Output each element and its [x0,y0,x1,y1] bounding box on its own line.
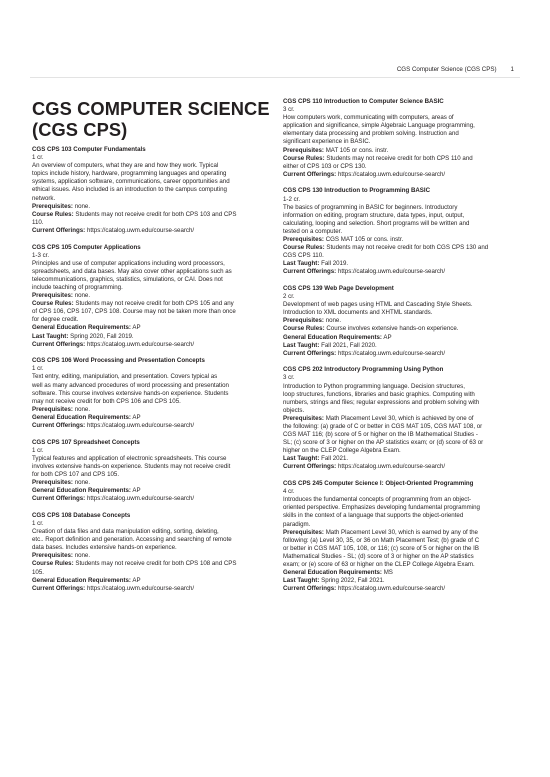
course-title: CGS CPS 130 Introduction to Programming BASIC [283,187,431,195]
course-credits: 1-2 cr. [283,195,301,203]
current-offerings-line [283,268,525,276]
course-entry [32,146,274,235]
course-description-line: objects. [283,406,305,414]
current-offerings-line [32,341,274,349]
prerequisites-line [32,292,274,300]
course-description-line: Introduction to Python programming language. Decision structures, [283,382,465,390]
current-offerings-text: https://catalog.uwm.edu/course-search/ [337,268,446,276]
course-description-line: How computers work, communicating with computers, areas of [283,114,454,122]
last-taught-label: Last Taught: [283,260,320,268]
course-rules-text: Students may not receive credit for both CPS 108 and CPS [75,560,237,568]
gen-ed-requirements-label: General Education Requirements: [32,324,131,332]
prerequisites-line [283,439,525,447]
course-rules-line [283,325,525,333]
prerequisites-line [283,423,525,431]
course-entry [32,439,274,504]
prerequisites-line [283,545,525,553]
course-entry [283,480,525,593]
course-rules-line [32,308,274,316]
prerequisites-text: higher on the CLEP College Algebra Exam. [283,447,401,455]
course-rules-line [32,219,274,227]
prerequisites-label: Prerequisites: [32,292,73,300]
course-description-line: network. [32,194,56,202]
course-rules-label: Course Rules: [283,154,325,162]
last-taught-label: Last Taught: [283,577,320,585]
prerequisites-text: none. [74,202,91,210]
course-description-line: elementary data processing and problem solving. Instruction and [283,130,459,138]
prerequisites-line [283,147,525,155]
prerequisites-text: CGS MAT 116; (b) score of 5 or higher on the IB Mathematical Studies - [283,431,478,439]
course-description-line: oriented perspective. Emphasizes developing fundamental programming [283,504,480,512]
current-offerings-label: Current Offerings: [283,268,337,276]
course-credits: 1 cr. [32,154,44,162]
course-rules-text: Students may not receive credit for both CPS 103 and CPS [75,210,237,218]
course-entry [283,366,525,471]
prerequisites-line [283,561,525,569]
course-title: CGS CPS 110 Introduction to Computer Science BASIC [283,98,444,105]
course-rules-line [32,560,274,568]
course-description-line: include teaching of programming. [32,284,123,291]
last-taught-text: Fall 2021, Fall 2020. [321,341,377,349]
current-offerings-label: Current Offerings: [32,340,86,348]
current-offerings-text: https://catalog.uwm.edu/course-search/ [86,422,195,429]
course-entry [283,187,525,276]
course-rules-text: Students may not receive credit for both CPS 105 and any [75,300,234,308]
gen-ed-requirements-line [32,414,274,422]
current-offerings-label: Current Offerings: [32,495,86,503]
course-rules-line [32,316,274,324]
prerequisites-label: Prerequisites: [32,405,73,413]
running-header [397,66,514,73]
prerequisites-line [283,431,525,439]
course-entry [283,285,525,358]
course-description-line: Creation of data files and data manipulation editing, sorting, deleting, [32,528,219,536]
course-credits: 1 cr. [32,446,44,454]
current-offerings-line [283,585,525,593]
document-title [32,98,274,140]
prerequisites-line [283,317,525,325]
prerequisites-text: Math Placement Level 30, which is achieved by one of [325,414,474,422]
course-rules-text: either of CPS 103 or CPS 130. [283,162,367,170]
course-credits: 3 cr. [283,374,295,382]
course-rules-line [32,211,274,219]
prerequisites-label: Prerequisites: [283,528,324,536]
right-column [283,98,525,602]
gen-ed-requirements-text: AP [132,576,141,584]
prerequisites-text: Mathematical Studies - SL; (d) score of 3 or higher on the AP statistics [283,552,474,560]
prerequisites-text: none. [74,292,91,300]
page-number: 1 [510,66,514,73]
course-description-line: Principles and use of computer applications including word processors, [32,259,225,267]
prerequisites-line [32,552,274,560]
gen-ed-requirements-line [32,487,274,495]
course-description-line: paradigm. [283,520,311,528]
last-taught-line [283,260,525,268]
gen-ed-requirements-text: AP [132,324,141,332]
course-description-line: The basics of programming in BASIC for beginners. Introductory [283,203,458,211]
current-offerings-label: Current Offerings: [32,226,86,234]
current-offerings-text: https://catalog.uwm.edu/course-search/ [337,349,446,357]
prerequisites-label: Prerequisites: [32,479,73,487]
current-offerings-line [32,585,274,593]
course-credits: 4 cr. [283,488,295,496]
course-description-line: well as many advanced procedures of word processing and presentation [32,381,229,389]
course-description-line: may not receive credit for both CPS 106 and CPS 105. [32,397,181,405]
prerequisites-text: Math Placement Level 30, which is earned by any of the [325,528,478,536]
course-rules-text: CGS CPS 110. [283,252,324,260]
course-description-line: systems, application software, communications, career opportunities and [32,178,230,186]
current-offerings-text: https://catalog.uwm.edu/course-search/ [86,584,195,592]
course-title: CGS CPS 106 Word Processing and Presentation Concepts [32,357,205,365]
prerequisites-line [32,406,274,414]
current-offerings-line [32,495,274,503]
current-offerings-label: Current Offerings: [283,463,337,471]
current-offerings-text: https://catalog.uwm.edu/course-search/ [337,170,446,178]
prerequisites-text: none. [74,479,91,487]
course-description-line: etc.. Report definition and generation. Accessing and searching of remote [32,536,232,544]
current-offerings-line [283,350,525,358]
course-title: CGS CPS 107 Spreadsheet Concepts [32,438,140,446]
course-description-line: ethical issues. Also included is an introduction to the campus computing [32,186,227,194]
last-taught-line [283,455,525,463]
course-credits: 3 cr. [283,106,295,114]
course-rules-line [283,155,525,163]
course-rules-text: Students may not receive credit for both CGS CPS 130 and [326,244,489,252]
prerequisites-text: the following: (a) grade of C or better in CGS MAT 105, CGS MAT 108, or [283,422,483,430]
course-entry [32,357,274,430]
course-rules-line [32,300,274,308]
course-description-line: numbers, strings and files; regular expressions and problem solving with [283,398,480,406]
current-offerings-label: Current Offerings: [283,585,337,593]
gen-ed-requirements-text: AP [132,487,141,495]
course-description-line: application and significance, simple Algebraic Language programming, [283,122,475,130]
document-title-line: CGS COMPUTER SCIENCE [32,98,270,119]
prerequisites-line [283,447,525,455]
gen-ed-requirements-text: MS [383,569,393,577]
course-description-line: involves extensive hands-on experience. Students may not receive credit [32,462,231,470]
prerequisites-text: exam; or (e) score of 63 or higher on the CLEP College Algebra Exam. [283,560,475,568]
current-offerings-label: Current Offerings: [283,349,337,357]
prerequisites-label: Prerequisites: [283,414,324,422]
course-description-line: Typical features and application of electronic spreadsheets. This course [32,454,227,462]
course-description-line: topics include history, hardware, programming languages and operating [32,170,227,178]
course-credits: 1 cr. [32,519,44,527]
prerequisites-label: Prerequisites: [283,317,324,325]
current-offerings-text: https://catalog.uwm.edu/course-search/ [86,495,195,503]
prerequisites-line [283,553,525,561]
current-offerings-line [283,463,525,471]
course-entry [32,244,274,349]
gen-ed-requirements-line [32,577,274,585]
gen-ed-requirements-label: General Education Requirements: [283,569,382,577]
course-rules-label: Course Rules: [32,560,74,568]
left-column [32,98,274,601]
current-offerings-label: Current Offerings: [283,170,337,178]
prerequisites-line [283,415,525,423]
prerequisites-text: none. [74,405,91,413]
course-description-line: for both CPS 107 and CPS 105. [32,470,120,478]
last-taught-text: Fall 2019. [321,260,349,268]
gen-ed-requirements-line [283,569,525,577]
course-description-line: software. This course involves extensive hands-on experience. Students [32,389,229,397]
prerequisites-text: following: (a) Level 30, 35, or 36 on Math Placement Test; (b) grade of C [283,536,480,544]
current-offerings-line [32,227,274,235]
course-title: CGS CPS 105 Computer Applications [32,243,141,251]
course-rules-line [283,252,525,260]
prerequisites-line [283,529,525,537]
last-taught-label: Last Taught: [283,341,320,349]
last-taught-label: Last Taught: [32,332,69,340]
gen-ed-requirements-line [32,324,274,332]
gen-ed-requirements-text: AP [383,333,392,341]
course-description-line: skills in the context of a language that supports the object-oriented [283,512,464,520]
current-offerings-text: https://catalog.uwm.edu/course-search/ [337,463,446,471]
course-list-left [32,146,274,593]
course-rules-text: of CPS 106, CPS 107, CPS 108. Course may not be taken more than once [32,308,236,316]
current-offerings-line [283,171,525,179]
course-credits: 1 cr. [32,365,44,373]
prerequisites-label: Prerequisites: [283,146,324,154]
prerequisites-line [283,537,525,545]
prerequisites-line [283,236,525,244]
prerequisites-text: CGS MAT 105 or cons. instr. [325,236,404,243]
document-title-line: (CGS CPS) [32,119,128,140]
course-credits: 1-3 cr. [32,251,50,259]
prerequisites-text: MAT 105 or cons. instr. [325,146,389,154]
course-description-line: significant experience in BASIC. [283,138,371,146]
prerequisites-text: or better in CGS MAT 105, 108, or 116; (c) score of 5 or higher on the IB [283,544,479,552]
last-taught-label: Last Taught: [283,455,320,463]
course-rules-text: 110. [32,218,44,226]
course-rules-text: Students may not receive credit for both CPS 110 and [326,154,473,162]
current-offerings-line [32,422,274,430]
last-taught-line [32,333,274,341]
prerequisites-text: none. [325,317,342,325]
course-rules-label: Course Rules: [32,300,74,308]
course-title: CGS CPS 108 Database Concepts [32,511,131,519]
gen-ed-requirements-text: AP [132,413,141,421]
course-rules-text: 105. [32,568,44,576]
gen-ed-requirements-label: General Education Requirements: [32,487,131,495]
prerequisites-line [32,479,274,487]
course-rules-text: for degree credit. [32,316,79,324]
course-description-line: Development of web pages using HTML and Cascading Style Sheets. [283,301,473,309]
course-description-line: Text entry, editing, manipulation, and presentation. Covers typical as [32,373,218,381]
last-taught-text: Fall 2021. [321,455,349,463]
course-description-line: An overview of computers, what they are and how they work. Typical [32,162,219,170]
prerequisites-text: SL; (c) score of 3 or higher on the AP statistics exam; or (d) score of 63 or [283,439,484,447]
course-title: CGS CPS 245 Computer Science I: Object-Oriented Programming [283,480,474,488]
course-rules-line [283,244,525,252]
current-offerings-label: Current Offerings: [32,584,86,592]
course-rules-line [32,569,274,577]
course-description-line: tested on a computer. [283,227,343,235]
course-description-line: information on editing, program structure, data types, input, output, [283,211,465,219]
last-taught-line [283,577,525,585]
course-entry [32,512,274,593]
current-offerings-label: Current Offerings: [32,422,86,429]
course-entry [283,98,525,179]
gen-ed-requirements-label: General Education Requirements: [32,576,131,584]
gen-ed-requirements-label: General Education Requirements: [283,333,382,341]
course-rules-line [283,163,525,171]
course-title: CGS CPS 139 Web Page Development [283,284,394,292]
course-description-line: spreadsheets, and data bases. May also cover other applications such as [32,267,232,275]
course-description-line: telecommunications, graphics, statistics, simulations, or CAI. Does not [32,275,223,283]
current-offerings-text: https://catalog.uwm.edu/course-search/ [86,226,195,234]
gen-ed-requirements-label: General Education Requirements: [32,413,131,421]
course-title: CGS CPS 103 Computer Fundamentals [32,146,146,153]
gen-ed-requirements-line [283,334,525,342]
last-taught-text: Spring 2022, Fall 2021. [321,577,385,585]
course-rules-label: Course Rules: [32,210,74,218]
course-rules-label: Course Rules: [283,244,325,252]
prerequisites-label: Prerequisites: [283,236,324,243]
course-description-line: Introduction to XML documents and XHTML standards. [283,309,433,317]
running-title: CGS Computer Science (CGS CPS) [396,66,497,73]
prerequisites-label: Prerequisites: [32,552,73,560]
course-list-right [283,98,525,593]
course-rules-text: Course involves extensive hands-on experience. [326,325,459,333]
last-taught-line [283,342,525,350]
prerequisites-line [32,203,274,211]
course-rules-label: Course Rules: [283,325,325,333]
course-credits: 2 cr. [283,293,295,301]
prerequisites-label: Prerequisites: [32,202,73,210]
course-description-line: calculating, looping and selection. Short programs will be written and [283,219,470,227]
course-description-line: Introduces the fundamental concepts of programming from an object- [283,496,472,504]
current-offerings-text: https://catalog.uwm.edu/course-search/ [86,340,195,348]
course-title: CGS CPS 202 Introductory Programming Using Python [283,366,444,374]
header-divider [30,77,520,78]
last-taught-text: Spring 2020, Fall 2019. [70,332,134,340]
current-offerings-text: https://catalog.uwm.edu/course-search/ [337,585,446,593]
course-description-line: data bases. Includes extensive hands-on experience. [32,544,177,552]
course-description-line: loop structures, functions, libraries and basic graphics. Computing with [283,390,475,398]
prerequisites-text: none. [74,552,91,560]
